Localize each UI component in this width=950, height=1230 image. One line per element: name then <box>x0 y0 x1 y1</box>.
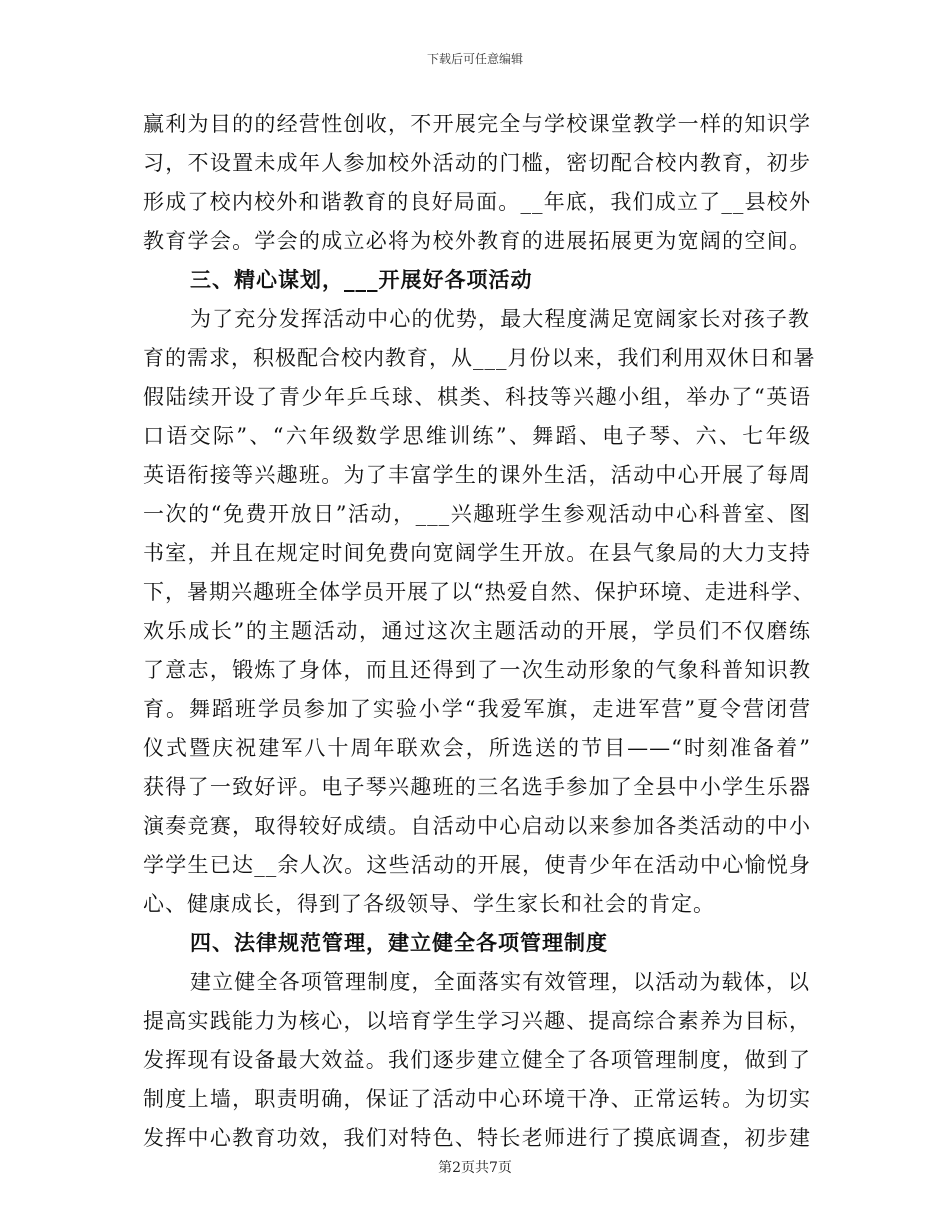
section-heading: 三、精心谋划，___开展好各项活动 <box>190 267 533 292</box>
body-line: 书室，并且在规定时间免费向宽阔学生开放。在县气象局的大力支持 <box>143 541 811 565</box>
body-line: 发挥现有设备最大效益。我们逐步建立健全了各项管理制度，做到了 <box>143 1048 811 1072</box>
page-number: 第2页共7页 <box>438 1160 512 1176</box>
body-line: 建立健全各项管理制度，全面落实有效管理，以活动为载体，以 <box>190 970 810 994</box>
body-line: 育。舞蹈班学员参加了实验小学“我爱军旗，走进军营”夏令营闭营 <box>143 697 811 721</box>
body-line: 欢乐成长”的主题活动，通过这次主题活动的开展，学员们不仅磨练 <box>143 619 811 643</box>
body-line: 下，暑期兴趣班全体学员开展了以“热爱自然、保护环境、走进科学、 <box>143 580 815 604</box>
body-line: 育的需求，积极配合校内教育，从___月份以来，我们利用双休日和暑 <box>143 346 816 370</box>
body-line: 获得了一致好评。电子琴兴趣班的三名选手参加了全县中小学生乐器 <box>143 775 811 799</box>
body-line: 教育学会。学会的成立必将为校外教育的进展拓展更为宽阔的空间。 <box>143 229 811 253</box>
body-line: 仪式暨庆祝建军八十周年联欢会，所选送的节目——“时刻准备着” <box>143 736 811 760</box>
body-line: 提高实践能力为核心，以培育学生学习兴趣、提高综合素养为目标， <box>143 1009 811 1033</box>
body-line: 为了充分发挥活动中心的优势，最大程度满足宽阔家长对孩子教 <box>190 307 810 331</box>
body-line: 发挥中心教育功效，我们对特色、特长老师进行了摸底调查，初步建 <box>143 1126 811 1150</box>
body-line: 习，不设置未成年人参加校外活动的门槛，密切配合校内教育，初步 <box>143 151 811 175</box>
body-line: 形成了校内校外和谐教育的良好局面。__年底，我们成立了__县校外 <box>143 190 811 214</box>
body-line: 假陆续开设了青少年乒乓球、棋类、科技等兴趣小组，举办了“英语 <box>143 385 811 409</box>
page-header: 下载后可任意编辑 <box>426 52 523 66</box>
body-line: 口语交际”、“六年级数学思维训练”、舞蹈、电子琴、六、七年级 <box>143 424 811 448</box>
body-line: 英语衔接等兴趣班。为了丰富学生的课外生活，活动中心开展了每周 <box>143 463 811 487</box>
body-line: 演奏竞赛，取得较好成绩。自活动中心启动以来参加各类活动的中小 <box>143 814 811 838</box>
body-line: 赢利为目的的经营性创收，不开展完全与学校课堂教学一样的知识学 <box>143 112 811 136</box>
body-line: 心、健康成长，得到了各级领导、学生家长和社会的肯定。 <box>143 892 715 916</box>
section-heading: 四、法律规范管理，建立健全各项管理制度 <box>190 930 608 955</box>
body-line: 了意志，锻炼了身体，而且还得到了一次生动形象的气象科普知识教 <box>143 658 811 682</box>
body-line: 学学生已达__余人次。这些活动的开展，使青少年在活动中心愉悦身 <box>143 853 811 877</box>
body-line: 一次的“免费开放日”活动，___兴趣班学生参观活动中心科普室、图 <box>143 502 811 526</box>
body-line: 制度上墙，职责明确，保证了活动中心环境干净、正常运转。为切实 <box>143 1087 811 1111</box>
